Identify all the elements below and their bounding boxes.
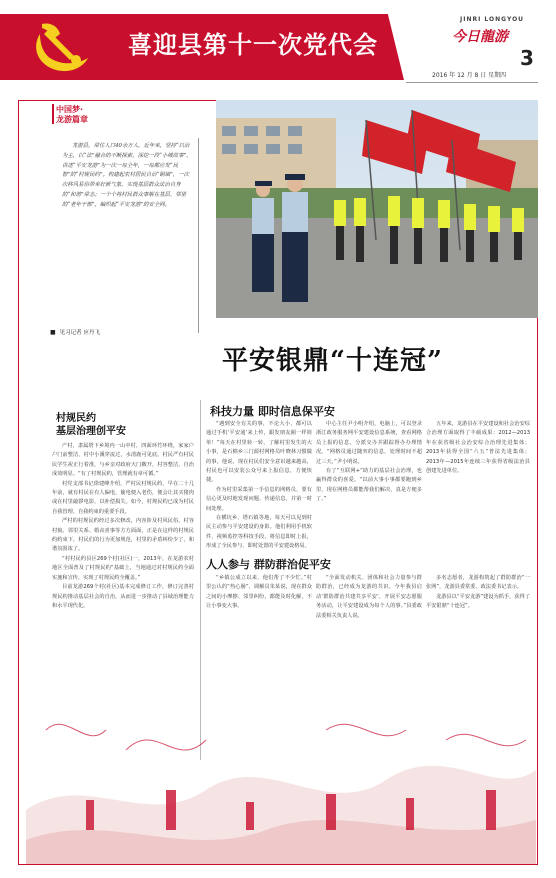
subhead-tech: 科技力量 即时信息保平安 — [210, 405, 335, 418]
paper-pinyin: JINRI LONGYOU — [460, 16, 525, 23]
paragraph: 严村的村规民约经过多次修改，内容涉及村风民俗、村容村貌、邻里关系、婚丧喜事等方方面面，正是在这样的村规民约约束下，村民们的行为更加规范，村里的矛盾纠纷少了，和谐氛围浓了。 — [52, 518, 194, 553]
article-column-mid-top — [206, 420, 312, 550]
party-emblem-icon — [26, 20, 96, 76]
paragraph: “全面发动机关、团体和社会力量参与群防群治，已经成为龙游的共识。今年我县启动‘群防群治共建共享平安’，开展平安志愿服务活动，让平安建设成为每个人的事。”县委政法委相关负责人说。 — [316, 575, 422, 619]
article-column-mid2-top — [316, 420, 422, 544]
paragraph: 产村，隶属塔下乡境内一山中村，四面环竹环绕，家家户户门前整洁，村中小溪穿流过，水清鹿可见底。村民严有村民民学生祝正行着准，与乡亲对政府大门敞开，村容整洁，自治成效明显。“有了村规民约，管理就有章可循。” — [52, 443, 194, 478]
header-rule — [406, 82, 538, 83]
paragraph: 中心主任尹小明介绍，电脑上，可以登录浙江政务服务网平安建设信息系统，查看网格员上报的信息，分派交办并跟踪督办办理情况。“网格员通过随突的信息，处理时间不超过三天，”尹小明说。 — [316, 421, 422, 465]
left-head-line1: 村规民约 — [56, 413, 96, 424]
paper-logo: 今日龍游 — [452, 29, 508, 45]
paragraph: “乡镇公成立以来，他们帮了不少忙。”村里公认的“热心肠”、调解员朱某说，现在群众之间的小摩擦、邻里纠纷，都能及时化解，不让小事变大事。 — [206, 575, 312, 610]
paragraph: 作为村里采集第一手信息的网格员，要有信心更及时地发现问题、传递信息，并第一时间处理。 — [206, 486, 312, 512]
reporter-byline: ■ 见习记者 应丹飞 — [50, 328, 100, 336]
page-number: 3 — [520, 46, 534, 70]
column-tag-line1: 中国梦· — [56, 105, 84, 114]
paragraph: 村党支部书记徐建峰介绍，严村民村规民约，早在二十几年前，就有村民在有人偏电，偷电便入老伤，便会让其买猪肉或在村里敲锣电影，以补偿损失。如今，村规民约已成为村民自我管理、自我约束的重要手段。 — [52, 480, 194, 515]
article-column-right-bottom — [426, 574, 530, 684]
paragraph: “村村民约县区269个村(社区)一，2013年，在龙游农村地区全面普及了村规民约“基础上，当地通过对村规民约全面实施和宣传，实现了村规民约全覆盖。” — [52, 555, 194, 581]
column-tag-bar — [52, 104, 54, 124]
article-column-right-top — [426, 420, 530, 544]
paragraph: 在横坑乡、塔石镇等地，每天可以见到村民主动参与平安建设的身影。他们利用手机软件、视频监控等科技手段，将信息即时上报，形成了全民参与、即时处置的平安建设格局。 — [206, 515, 312, 550]
article-column-mid-bottom — [206, 574, 312, 684]
column-tag-line2: 龙游篇章 — [56, 115, 88, 124]
paragraph: 龙游县以“平安龙游”建设为抓手，获得了平安银鼎“十连冠”。 — [426, 593, 530, 610]
issue-date: 2016 年 12 月 8 日 星期四 — [432, 72, 507, 79]
paragraph: “遇到安全有关的事，不论大小，都可以通过手机‘平安通’来上传，跟发朋友圈一样简单！”每天在村里转一转，了解村里发生的大小事，是石棉乡三门源村网格员叶晓林习惯做的事。他说，现在村民们安全意识越来越高，村民也可以安装公众号来上报信息，方便快捷。 — [206, 421, 312, 484]
left-head-line2: 基层治理创平安 — [56, 426, 126, 437]
paragraph: 目前龙游269个村(社区)基本完成修订工作，修订完善村规民约推动基层社会的自治，从而进一步推动了县域治理能力和水平现代化。 — [52, 584, 194, 609]
paragraph: 五年来，龙游县在平安建设和社会治安综合治理方面取得了丰硕成果：2012—2013年在获省级社会治安综合治理先进集体；2013年获得全国“六五”普法先进集体；2013年—2015年连续三年获得省级法治县创建先进单位。 — [426, 421, 530, 475]
main-headline: 平安银鼎“十连冠” — [222, 346, 443, 376]
column-intro: 龙游县，常住人口40余万人，近年来，坚持“以治为主，以“法”融合的不断探索，深挖一段“小城故事”，讲述“平安龙游”为一次一每全年，一每都应发“民智”的“村规民约”。构建起农村居民自治“铜墙”，一次次移风易俗带来好新气象，实现基层群众法治自身的“和谐”常态；一个个将村民群众事解在基层、邻里的“老年干部”，编织起“平安龙游”的安全网。 — [62, 143, 192, 208]
patrol-photo — [216, 100, 538, 318]
subhead-participation: 人人参与 群防群治促平安 — [206, 558, 331, 571]
intro-divider — [198, 138, 199, 333]
article-column-mid2-bottom — [316, 574, 422, 684]
decorative-illustration — [26, 690, 536, 864]
banner-title: 喜迎县第十一次党代会 — [128, 30, 378, 59]
paragraph: 有了“互联网+”助力的基层社会治理，也赢得群众的喜爱。“以前大事小事都要跑到乡里，现在网格员都能帮我们解决，真是方便多了。” — [316, 468, 422, 503]
paragraph: 多名志愿者，龙游构筑起了群防群治“一张网”，龙游县委常委、政法委书记表示。 — [426, 575, 530, 591]
